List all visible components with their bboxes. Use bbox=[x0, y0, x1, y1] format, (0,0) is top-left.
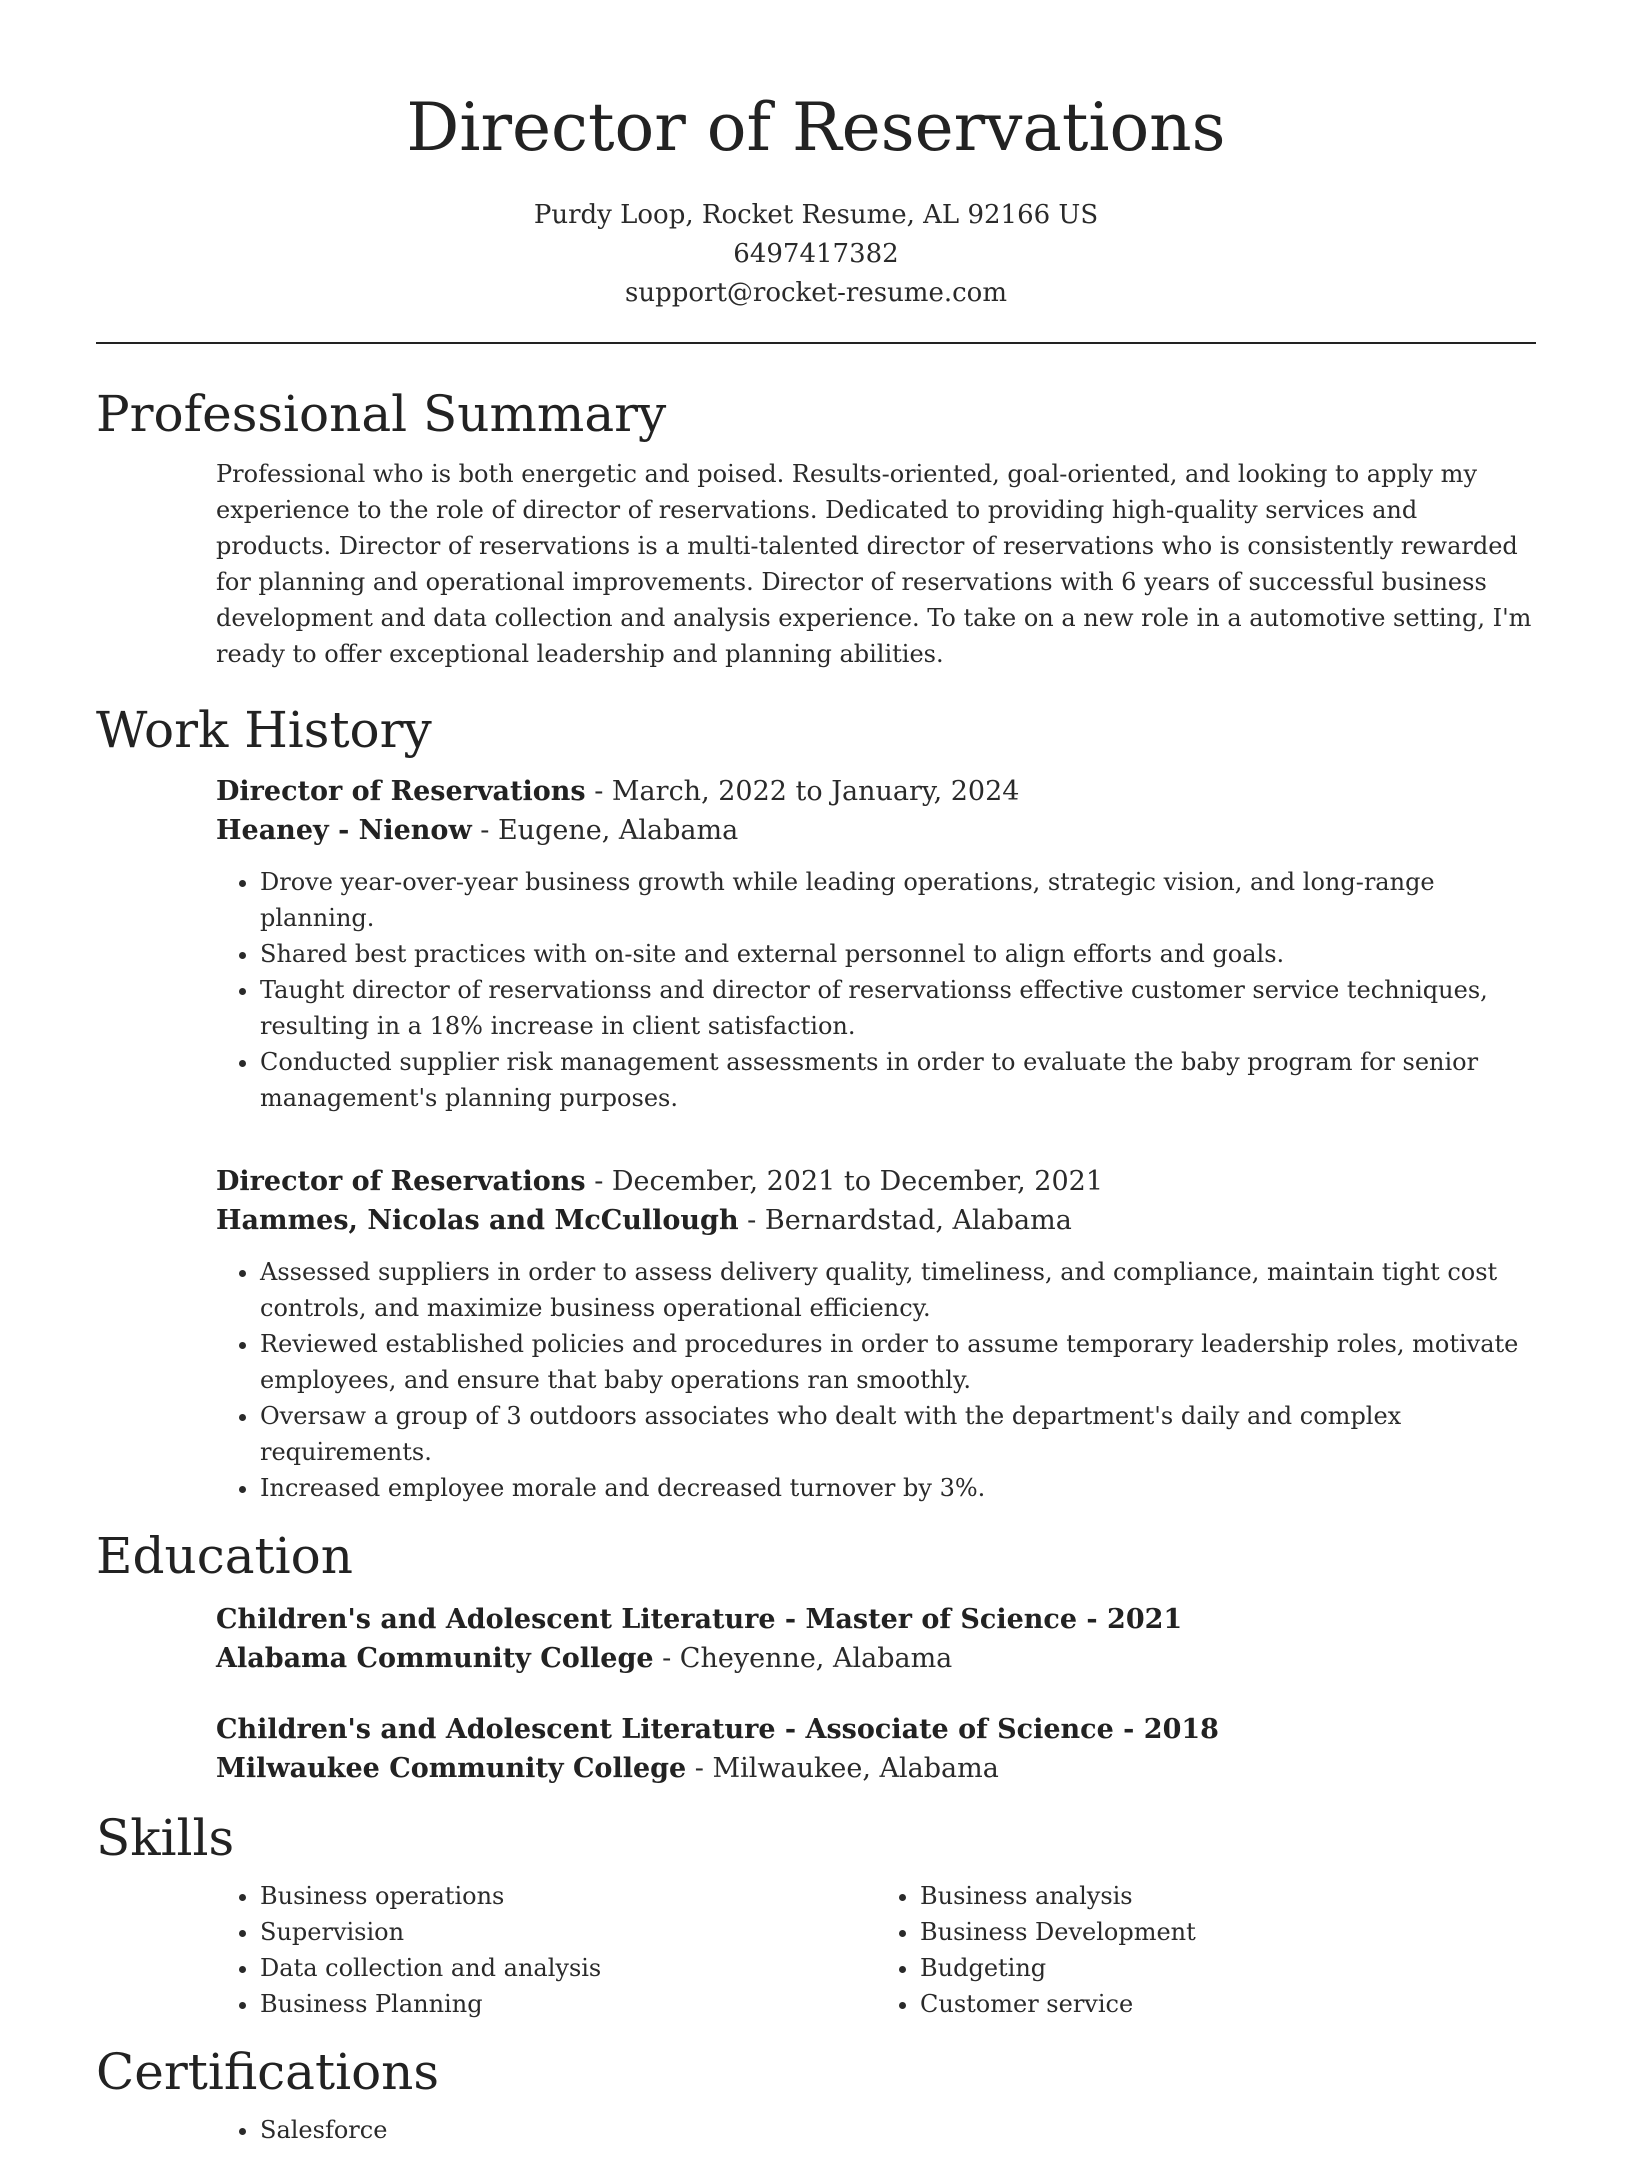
job-title-line bbox=[216, 772, 1536, 811]
job-entry bbox=[96, 1162, 1536, 1506]
skill-item: • Supervision bbox=[260, 1914, 876, 1950]
address-text: Purdy Loop, Rocket Resume, AL 92166 US bbox=[533, 200, 1099, 230]
education-degree: Children's and Adolescent Literature - Master of Science - 2021 bbox=[216, 1604, 1183, 1635]
job-entry bbox=[96, 772, 1536, 1116]
work-history-heading: Work History bbox=[96, 701, 432, 759]
job-bullet: • Assessed suppliers in order to assess delivery quality, timeliness, and compliance, maintain tight cost controls, and maximize business operational efficiency. bbox=[260, 1254, 1536, 1326]
work-history-section bbox=[96, 694, 1536, 1506]
skills-columns bbox=[216, 1878, 1536, 2022]
certifications-section bbox=[96, 2036, 1536, 2148]
skill-item: • Customer service bbox=[920, 1986, 1536, 2022]
job-bullet: • Conducted supplier risk management assessments in order to evaluate the baby program for senior management's planning purposes. bbox=[260, 1044, 1536, 1116]
job-company-line bbox=[216, 811, 1536, 850]
education-school-line bbox=[216, 1749, 1536, 1788]
job-title: Director of Reservations bbox=[216, 1166, 586, 1197]
skill-item: • Data collection and analysis bbox=[260, 1950, 876, 1986]
skill-item: • Budgeting bbox=[920, 1950, 1536, 1986]
resume-content bbox=[96, 378, 1536, 2162]
resume-header bbox=[96, 78, 1536, 313]
contact-info bbox=[96, 196, 1536, 313]
job-bullet: • Shared best practices with on-site and external personnel to align efforts and goals. bbox=[260, 936, 1536, 972]
job-bullet: • Reviewed established policies and procedures in order to assume temporary leadership roles, motivate employees, and ensure that baby operations ran smoothly. bbox=[260, 1326, 1536, 1398]
education-heading: Education bbox=[96, 1527, 353, 1585]
job-company: Heaney - Nienow bbox=[216, 815, 472, 846]
job-bullets bbox=[216, 864, 1536, 1116]
job-bullet: • Drove year-over-year business growth while leading operations, strategic vision, and long-range planning. bbox=[260, 864, 1536, 936]
education-location: - Cheyenne, Alabama bbox=[653, 1643, 953, 1674]
summary-section bbox=[96, 378, 1536, 672]
job-bullet: • Oversaw a group of 3 outdoors associates who dealt with the department's daily and complex requirements. bbox=[260, 1398, 1536, 1470]
job-company: Hammes, Nicolas and McCullough bbox=[216, 1205, 739, 1236]
education-school: Alabama Community College bbox=[216, 1643, 654, 1674]
header-divider bbox=[96, 342, 1536, 344]
skills-list-left bbox=[216, 1878, 876, 2022]
job-bullet: • Taught director of reservationss and director of reservationss effective customer service techniques, resulting in a 18% increase in client satisfaction. bbox=[260, 972, 1536, 1044]
skills-list-right bbox=[876, 1878, 1536, 2022]
email-text: support@rocket-resume.com bbox=[624, 278, 1007, 308]
job-title-line bbox=[216, 1162, 1536, 1201]
skills-heading: Skills bbox=[96, 1809, 235, 1867]
education-degree: Children's and Adolescent Literature - Associate of Science - 2018 bbox=[216, 1714, 1219, 1745]
summary-heading: Professional Summary bbox=[96, 385, 667, 443]
education-school: Milwaukee Community College bbox=[216, 1753, 687, 1784]
education-school-line bbox=[216, 1639, 1536, 1678]
education-entry bbox=[96, 1710, 1536, 1788]
summary-paragraph: Professional who is both energetic and poised. Results-oriented, goal-oriented, and looking to apply my experience to the role of director of reservations. Dedicated to providing high-quality services and products. Director of reservations is a multi-talented director of reservations who is consistently rewarded for planning and operational improvements. Director of reservations with 6 years of successful business development and data collection and analysis experience. To take on a new role in a automotive setting, I'm ready to offer exceptional leadership and planning abilities. bbox=[216, 460, 1532, 668]
skill-item: • Business Planning bbox=[260, 1986, 876, 2022]
education-section bbox=[96, 1520, 1536, 1788]
skill-item: • Business Development bbox=[920, 1914, 1536, 1950]
job-location: - Bernardstad, Alabama bbox=[738, 1205, 1072, 1236]
job-bullet: • Increased employee morale and decreased turnover by 3%. bbox=[260, 1470, 1536, 1506]
education-location: - Milwaukee, Alabama bbox=[686, 1753, 999, 1784]
phone-text: 6497417382 bbox=[733, 239, 899, 269]
job-location: - Eugene, Alabama bbox=[471, 815, 739, 846]
certifications-list bbox=[216, 2112, 1536, 2148]
education-entry bbox=[96, 1600, 1536, 1678]
job-bullets bbox=[216, 1254, 1536, 1506]
resume-name: Director of Reservations bbox=[406, 89, 1226, 166]
job-title: Director of Reservations bbox=[216, 776, 586, 807]
certification-item: • Salesforce bbox=[260, 2112, 1536, 2148]
skill-item: • Business analysis bbox=[920, 1878, 1536, 1914]
job-dates: - March, 2022 to January, 2024 bbox=[585, 776, 1020, 807]
skills-section bbox=[96, 1802, 1536, 2022]
job-company-line bbox=[216, 1201, 1536, 1240]
skill-item: • Business operations bbox=[260, 1878, 876, 1914]
job-dates: - December, 2021 to December, 2021 bbox=[585, 1166, 1104, 1197]
certifications-heading: Certifications bbox=[96, 2043, 440, 2101]
